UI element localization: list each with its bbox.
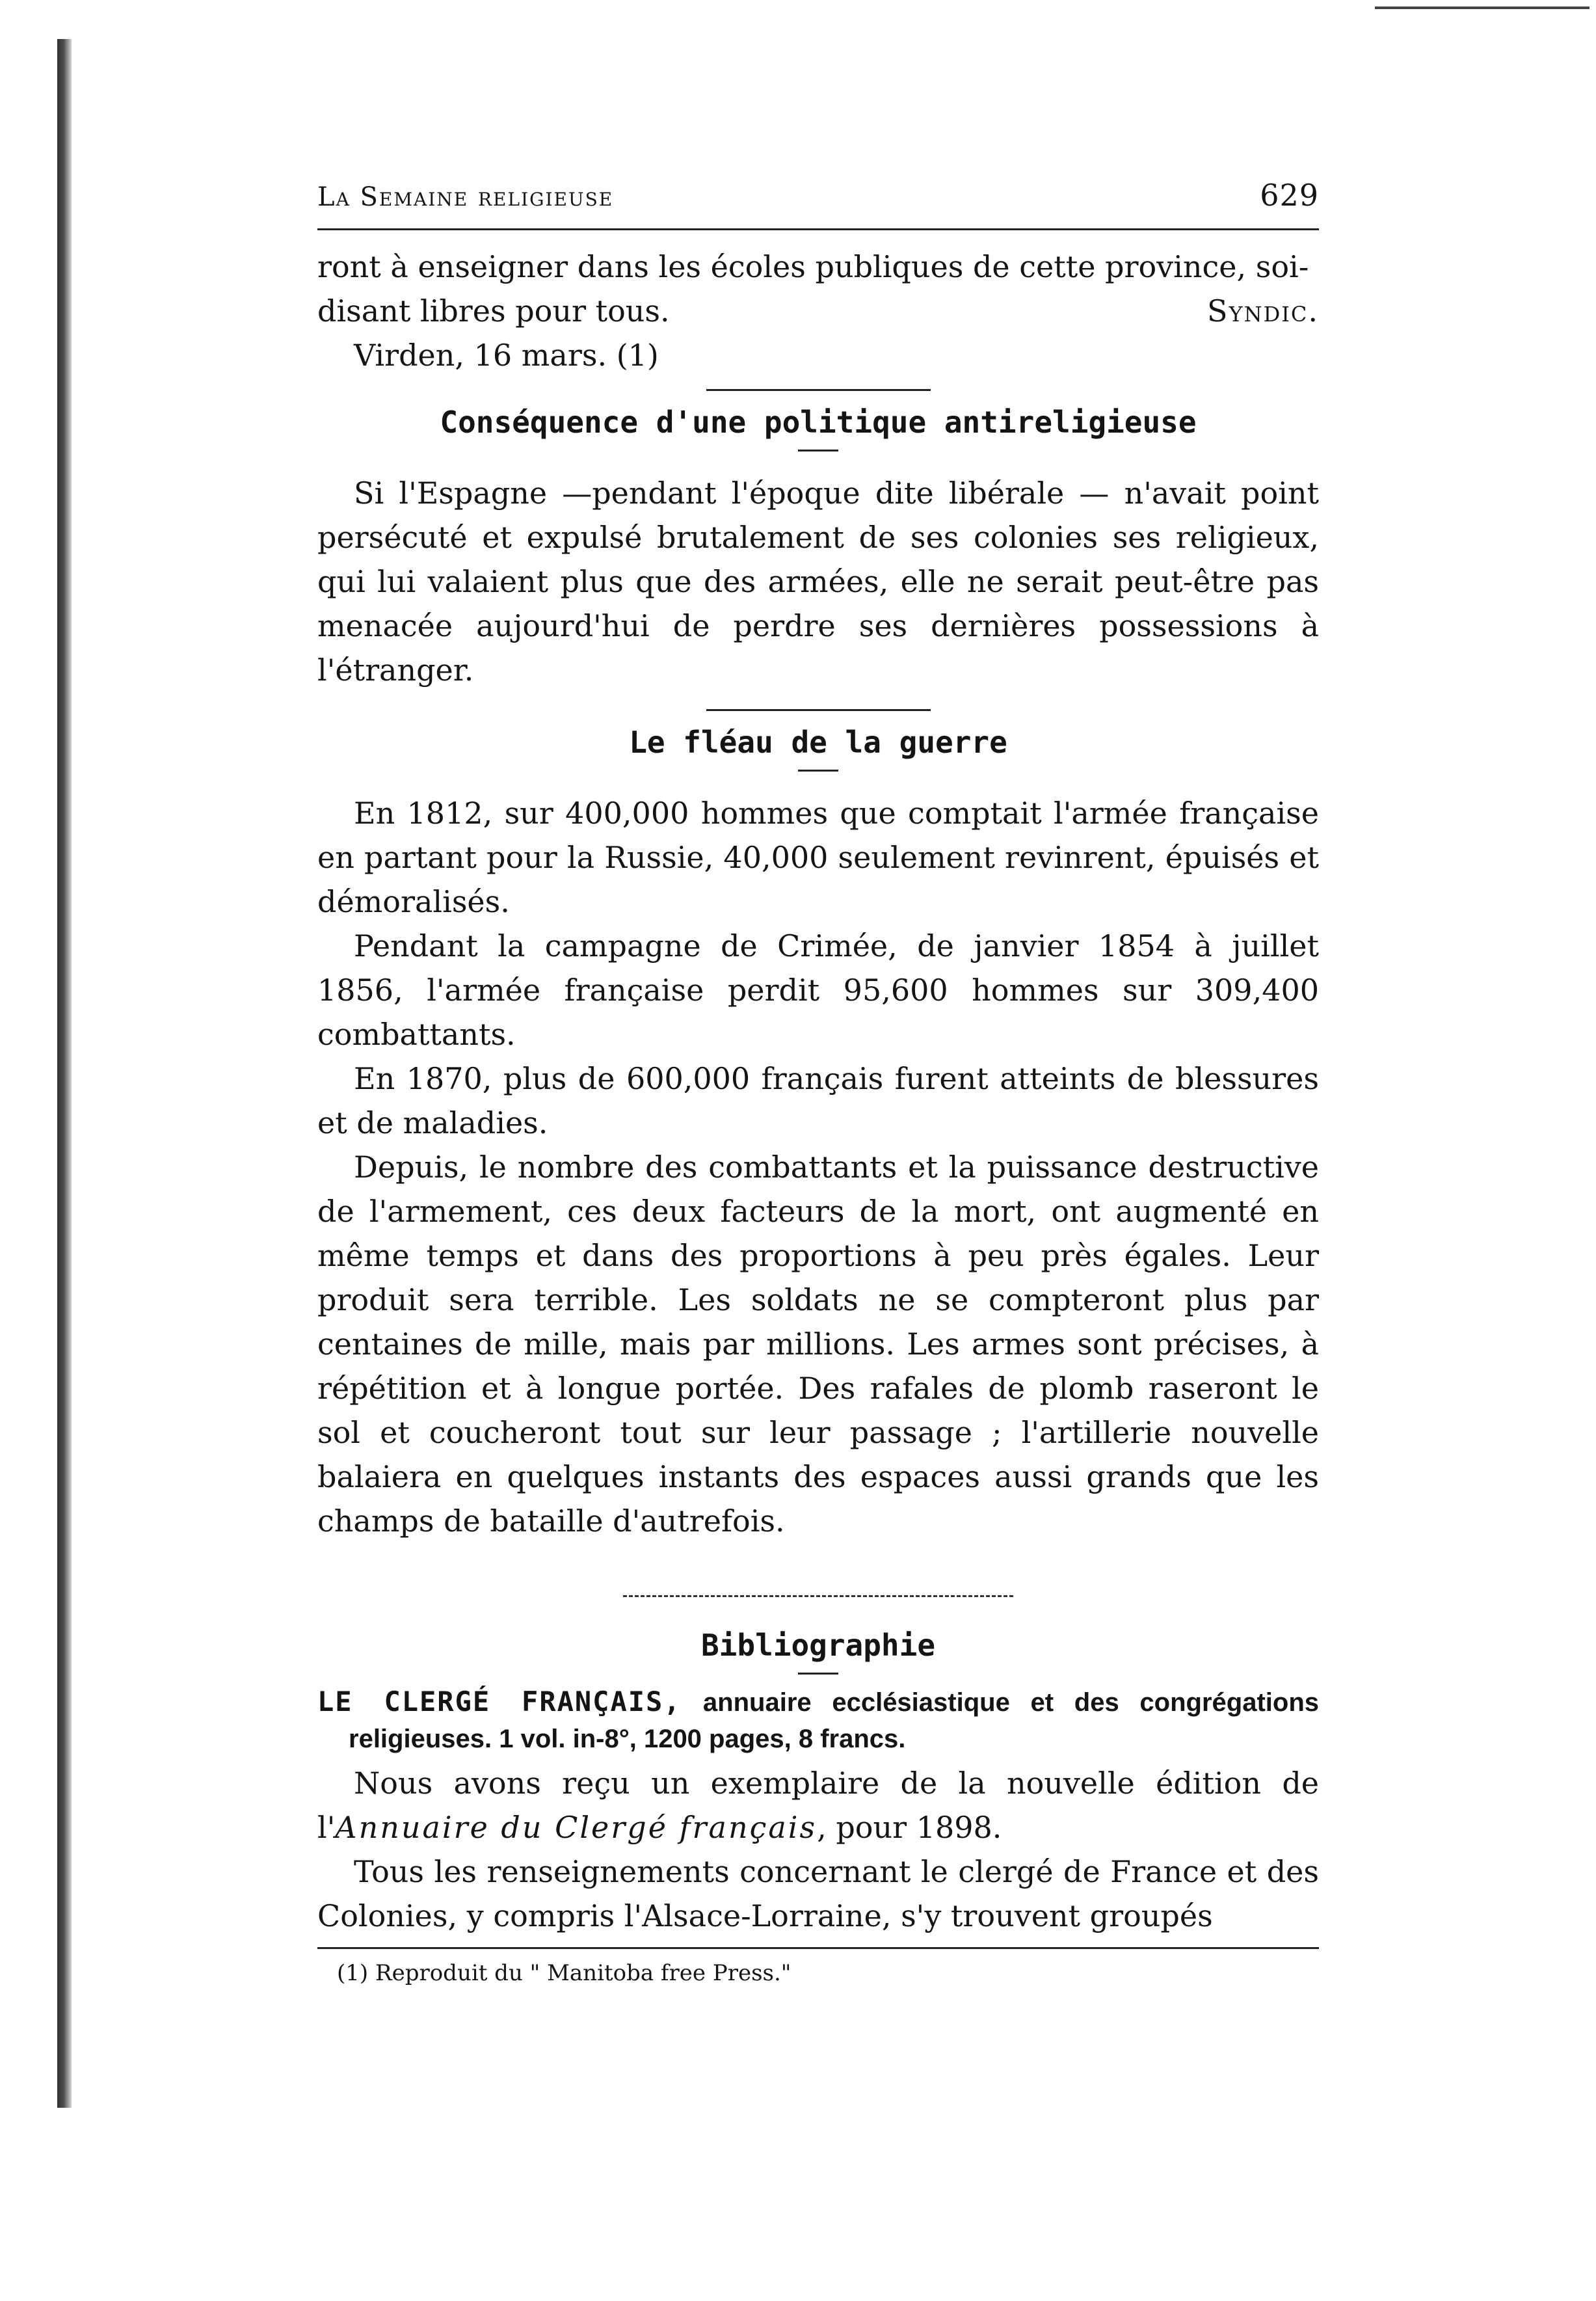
paragraph: En 1870, plus de 600,000 français furent atteints de blessures et de maladies. (317, 1061, 1319, 1140)
paragraph (317, 1761, 1319, 1850)
section-separator (706, 709, 931, 711)
intro-line-2 (317, 289, 1319, 333)
paragraph: Pendant la campagne de Crimée, de janvier 1854 à juillet 1856, l'armée française perdit 95,600 hommes sur 309,400 combattants. (317, 928, 1319, 1052)
section-heading-bibliographie: Bibliographie (700, 1628, 936, 1663)
document-page (317, 176, 1319, 1988)
section-heading-politique: Conséquence d'une politique antireligieuse (440, 405, 1197, 440)
bibliography-entry (317, 1684, 1319, 1757)
header-rule (317, 228, 1319, 230)
bibliography-details: annuaire ecclésiastique et des congrégations religieuses. 1 vol. in-8°, 1200 pages, 8 francs. (349, 1688, 1320, 1753)
paragraph: En 1812, sur 400,000 hommes que comptait l'armée française en partant pour la Russie, 40,000 seulement revinrent, épuisés et démoralisés. (317, 796, 1319, 919)
heading-dash (798, 1673, 838, 1675)
heading-dash (798, 450, 838, 451)
signature: Syndic. (1206, 293, 1319, 329)
section-heading-guerre: Le fléau de la guerre (629, 725, 1007, 760)
book-title-italic: Annuaire du Clergé français (335, 1810, 818, 1845)
heading-dash (798, 770, 838, 772)
paragraph-text: Nous avons reçu un exemplaire de la nouvelle édition de l' (317, 1766, 1319, 1845)
running-title: La Semaine religieuse (317, 182, 614, 212)
page-number: 629 (1260, 178, 1319, 213)
footnote: (1) Reproduit du " Manitoba free Press." (337, 1960, 791, 1986)
dateline: Virden, 16 mars. (1) (354, 338, 659, 373)
paragraph: Si l'Espagne —pendant l'époque dite libérale — n'avait point persécuté et expulsé brutalement de ses colonies ses religieux, qui lui valaient plus que des armées, elle ne serait peut-être pas menacée aujourd'hui de perdre ses dernières possessions à l'étranger. (317, 476, 1319, 688)
bibliography-title: LE CLERGÉ FRANÇAIS, (317, 1686, 682, 1717)
section-separator-dashed (623, 1595, 1013, 1597)
section-separator (706, 389, 931, 391)
intro-line-2-text: disant libres pour tous. (317, 293, 670, 329)
footnote-rule (317, 1947, 1319, 1949)
book-binding-shadow (57, 39, 72, 2108)
scan-edge-mark (1375, 7, 1589, 9)
page-header (317, 176, 1319, 217)
paragraph-text: , pour 1898. (817, 1810, 1002, 1845)
paragraph: Depuis, le nombre des combattants et la puissance destructive de l'armement, ces deux facteurs de la mort, ont augmenté en même temps et dans des proportions à peu près égales. Leur produit sera terrible. Les soldats ne se compteront plus par centaines de mille, mais par millions. Les armes sont précises, à répétition et à longue portée. Des rafales de plomb raseront le sol et coucheront tout sur leur passage ; l'artillerie nouvelle balaiera en quelques instants des espaces aussi grands que les champs de bataille d'autrefois. (317, 1150, 1319, 1539)
intro-line-1: ront à enseigner dans les écoles publiques de cette province, soi- (317, 249, 1309, 284)
paragraph: Tous les renseignements concernant le clergé de France et des Colonies, y compris l'Alsace-Lorraine, s'y trouvent groupés (317, 1854, 1319, 1933)
